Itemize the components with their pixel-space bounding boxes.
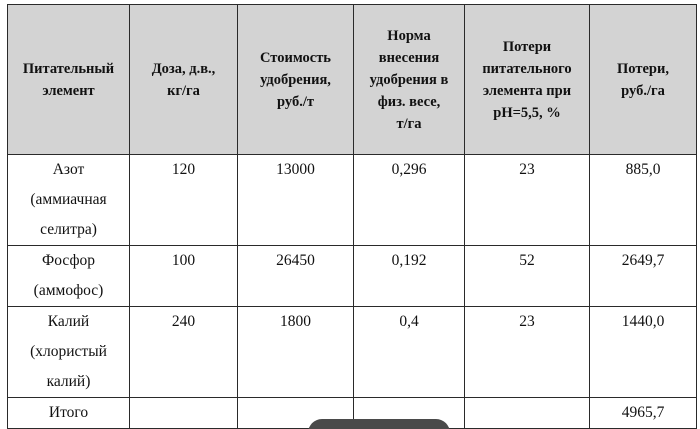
header-norm: Норма внесения удобрения в физ. весе, т/га [354, 5, 465, 155]
cell-total-label: Итого [8, 398, 130, 429]
cell-dose: 240 [130, 307, 238, 398]
cell-total-loss-rub: 4965,7 [590, 398, 697, 429]
table-row [8, 246, 697, 307]
cell-loss-rub: 885,0 [590, 155, 697, 246]
cell-norm: 0,4 [354, 307, 465, 398]
header-loss-rub: Потери, руб./га [590, 5, 697, 155]
cell-loss-percent: 52 [465, 246, 590, 307]
cell-dose: 120 [130, 155, 238, 246]
header-cost: Стоимость удобрения, руб./т [238, 5, 354, 155]
cell-empty [130, 398, 238, 429]
cell-loss-rub: 1440,0 [590, 307, 697, 398]
table-row [8, 307, 697, 398]
cell-loss-percent: 23 [465, 307, 590, 398]
cell-norm: 0,192 [354, 246, 465, 307]
cell-cost: 1800 [238, 307, 354, 398]
table-header-row [8, 5, 697, 155]
cell-loss-percent: 23 [465, 155, 590, 246]
cell-empty [465, 398, 590, 429]
cell-loss-rub: 2649,7 [590, 246, 697, 307]
cell-cost: 26450 [238, 246, 354, 307]
table-row [8, 155, 697, 246]
cell-dose: 100 [130, 246, 238, 307]
cell-element: Азот (аммиачная селитра) [8, 155, 130, 246]
cell-norm: 0,296 [354, 155, 465, 246]
fertilizer-loss-table [7, 4, 697, 429]
header-loss-percent: Потери питательного элемента при pH=5,5, % [465, 5, 590, 155]
header-dose: Доза, д.в., кг/га [130, 5, 238, 155]
home-indicator-bar[interactable] [308, 419, 450, 429]
cell-element: Калий (хлористый калий) [8, 307, 130, 398]
cell-cost: 13000 [238, 155, 354, 246]
cell-element: Фосфор (аммофос) [8, 246, 130, 307]
header-nutrient: Питательный элемент [8, 5, 130, 155]
